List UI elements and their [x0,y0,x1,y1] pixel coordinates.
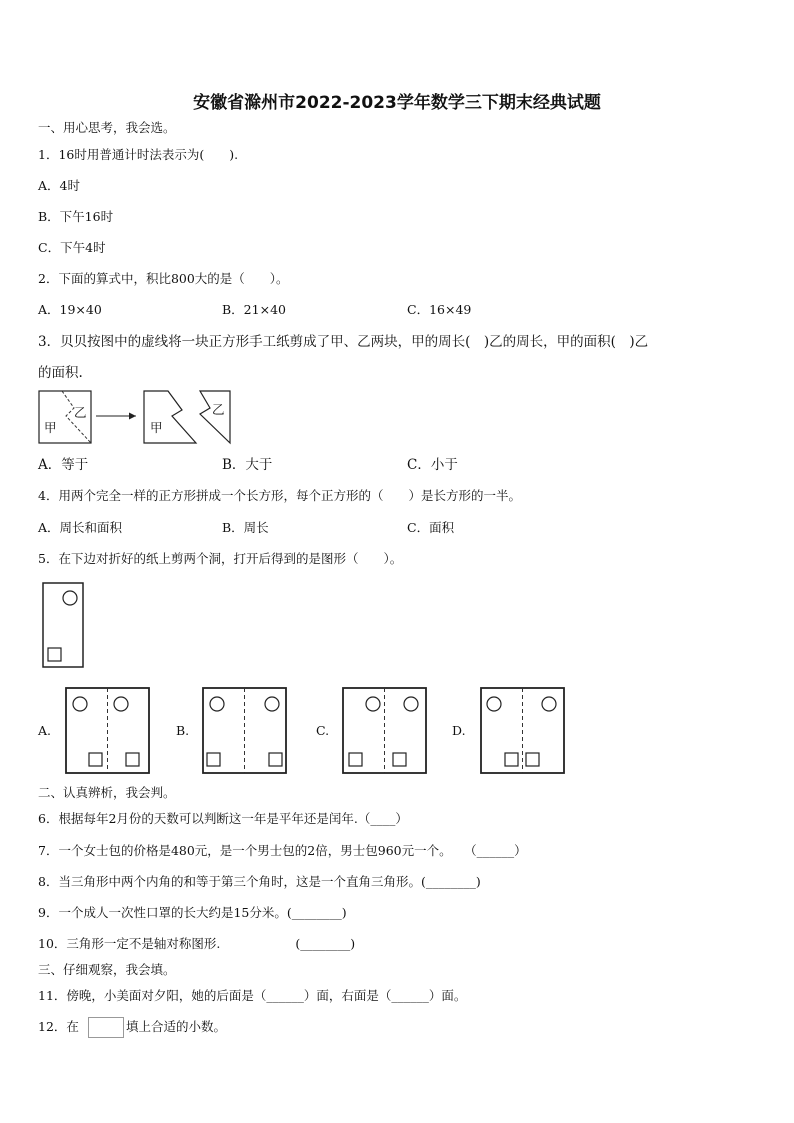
q5-option-c: C. [316,723,330,738]
q4-option-b: B．周长 [222,520,269,535]
question-4: 4．用两个完全一样的正方形拼成一个长方形，每个正方形的（ ）是长方形的一半。 [38,488,521,503]
question-1: 1．16时用普通计时法表示为( ). [38,147,239,162]
q1-option-b: B．下午16时 [38,209,114,224]
q4-option-c: C．面积 [407,520,455,535]
q5-folded-paper-figure [40,580,88,670]
question-12-suffix: 填上合适的小数。 [126,1019,227,1034]
question-2: 2．下面的算式中，积比800大的是（ ）。 [38,271,289,286]
q5-option-d: D. [452,723,466,738]
q5-option-b-figure [201,686,289,776]
q2-option-a: A．19×40 [38,302,102,317]
q5-option-b: B. [176,723,190,738]
question-5: 5．在下边对折好的纸上剪两个洞，打开后得到的是图形（ ）。 [38,551,403,566]
q2-option-c: C．16×49 [407,302,472,317]
question-9: 9．一个成人一次性口罩的长大约是15分米。(________) [38,905,347,920]
q5-option-a: A. [38,723,52,738]
q1-option-c: C．下午4时 [38,240,106,255]
q5-option-a-figure [64,686,152,776]
q4-option-a: A．周长和面积 [38,520,123,535]
question-8: 8．当三角形中两个内角的和等于第三个角时，这是一个直角三角形。(________) [38,874,481,889]
question-7: 7．一个女士包的价格是480元，是一个男士包的2倍，男士包960元一个。 （______） [38,843,527,858]
q3-fig-label-yi: 乙 [74,405,87,420]
question-11: 11．傍晚，小美面对夕阳，她的后面是（______）面，右面是（______）面。 [38,988,467,1003]
q5-option-d-figure [479,686,567,776]
question-3-line1: 3．贝贝按图中的虚线将一块正方形手工纸剪成了甲、乙两块，甲的周长( )乙的周长，甲的面积( )乙 [38,334,649,350]
section-2-heading: 二、认真辨析，我会判。 [38,785,176,800]
q3-option-b: B．大于 [222,457,273,473]
q3-option-a: A．等于 [38,457,89,473]
q3-fig-label-yi-2: 乙 [212,402,225,417]
section-1-heading: 一、用心思考，我会选。 [38,120,176,135]
q3-fig-label-jia-2: 甲 [150,420,163,435]
section-3-heading: 三、仔细观察，我会填。 [38,962,176,977]
question-10: 10．三角形一定不是轴对称图形. (________) [38,936,356,951]
q3-cut-square-figure [36,388,236,446]
q5-option-c-figure [341,686,429,776]
question-12-prefix: 12．在 [38,1019,79,1034]
q3-option-c: C．小于 [407,457,458,473]
question-3-line2: 的面积. [38,365,83,381]
q2-option-b: B．21×40 [222,302,286,317]
page-title: 安徽省滁州市2022-2023学年数学三下期末经典试题 [193,93,601,113]
q3-fig-label-jia: 甲 [44,420,57,435]
q1-option-a: A．4时 [38,178,80,193]
question-6: 6．根据每年2月份的天数可以判断这一年是平年还是闰年.（____） [38,811,408,826]
q12-answer-box[interactable] [88,1017,124,1038]
